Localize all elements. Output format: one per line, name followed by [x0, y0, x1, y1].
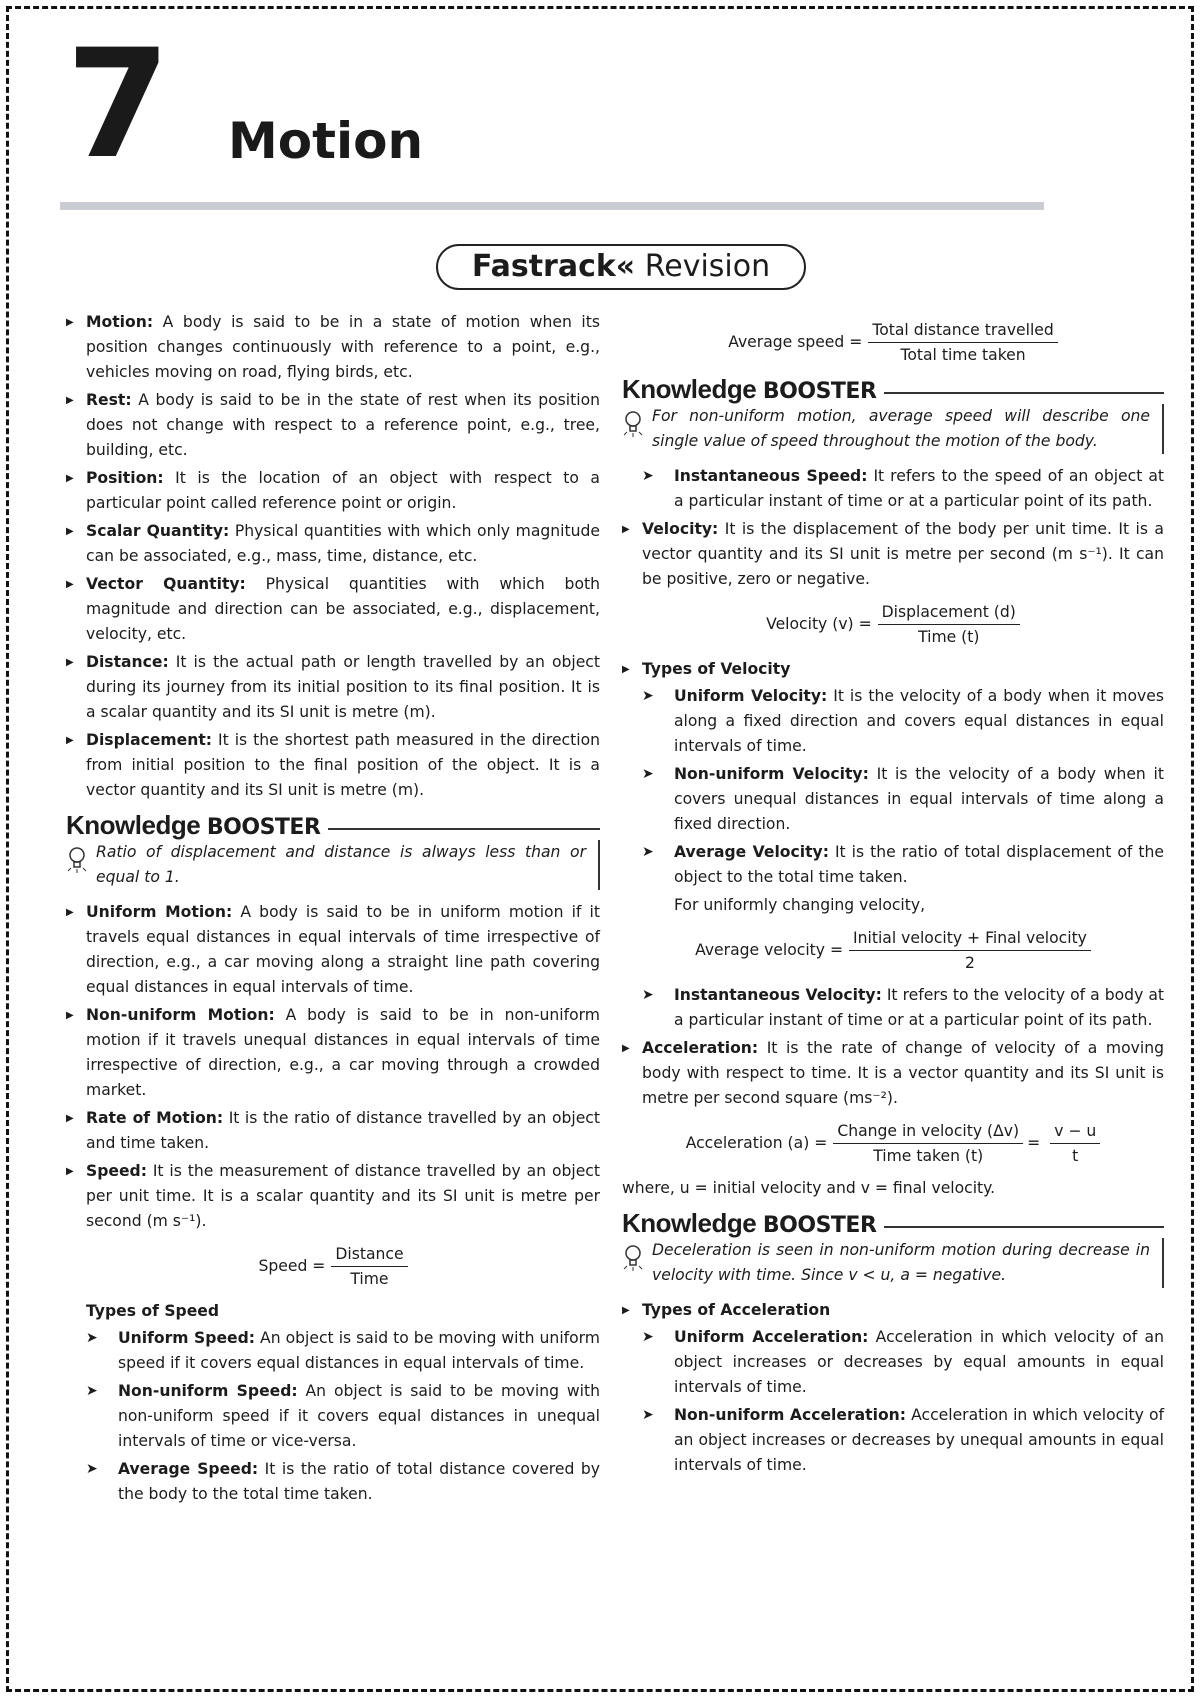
knowledge-booster-title: Knowledge BOOSTER [66, 810, 321, 840]
booster-rule [884, 392, 1164, 394]
chapter-number: 7 [66, 18, 171, 192]
definition-instantaneous-velocity: ➤ Instantaneous Velocity: It refers to the velocity of a body at a particular instant of time or at a particular point of its path. [622, 983, 1164, 1033]
definition-velocity: ▶ Velocity: It is the displacement of the body per unit time. It is a vector quantity and its SI unit is metre per second (m s⁻¹). It can be positive, zero or negative. [622, 517, 1164, 592]
definition-non-uniform-velocity: ➤ Non-uniform Velocity: It is the velocity of a body when it covers unequal distances in equal intervals of time along a fixed direction. [622, 762, 1164, 837]
average-speed-formula: Average speed = $\frac{\text{Total distance travelled}}{\text{Total time taken}}$ [622, 318, 1164, 367]
lightbulb-icon [622, 408, 644, 438]
types-of-speed-heading: Types of Speed [86, 1302, 220, 1320]
velocity-formula: Velocity (v) = $\frac{\text{Displacement (d)}}{\text{Time (t)}}$ [622, 600, 1164, 649]
definition-acceleration: ▶ Acceleration: It is the rate of change of velocity of a moving body with respect to time. It is a vector quantity and its SI unit is metre per second square (ms⁻²). [622, 1036, 1164, 1111]
definition-uniform-speed: ➤ Uniform Speed: An object is said to be moving with uniform speed if it covers equal distances in equal intervals of time. [66, 1326, 600, 1376]
definition-instantaneous-speed: ➤ Instantaneous Speed: It refers to the speed of an object at a particular instant of time or at a particular point of its path. [622, 464, 1164, 514]
chapter-title: Motion [228, 112, 424, 170]
fastrack-revision-badge [436, 244, 806, 290]
badge-bold-text: Fastrack« [471, 249, 636, 284]
average-velocity-formula: Average velocity = $\frac{\text{Initial velocity + Final velocity}}{2}$ [622, 926, 1164, 975]
lightbulb-icon [66, 844, 88, 874]
definition-rest: ▶ Rest: A body is said to be in the state of rest when its position does not change with respect to a reference point, e.g., tree, building, etc. [66, 388, 600, 463]
definition-uniform-acceleration: ➤ Uniform Acceleration: Acceleration in which velocity of an object increases or decreases by equal amounts in equal intervals of time. [622, 1325, 1164, 1400]
acceleration-where-note: where, u = initial velocity and v = final velocity. [622, 1179, 996, 1197]
definition-vector-quantity: ▶ Vector Quantity: Physical quantities with which both magnitude and direction can be associated, e.g., displacement, velocity, etc. [66, 572, 600, 647]
definition-average-speed: ➤ Average Speed: It is the ratio of total distance covered by the body to the total time taken. [66, 1457, 600, 1507]
definition-non-uniform-acceleration: ➤ Non-uniform Acceleration: Acceleration in which velocity of an object increases or decreases by unequal amounts in equal intervals of time. [622, 1403, 1164, 1478]
knowledge-booster-1 [66, 810, 600, 890]
average-velocity-note: For uniformly changing velocity, [674, 896, 926, 914]
left-column [66, 310, 600, 1510]
lightbulb-icon [622, 1242, 644, 1272]
badge-regular-text: Revision [635, 249, 771, 284]
definition-uniform-velocity: ➤ Uniform Velocity: It is the velocity of a body when it moves along a fixed direction and covers equal distances in equal intervals of time. [622, 684, 1164, 759]
booster-rule [884, 1226, 1164, 1228]
knowledge-booster-title: Knowledge BOOSTER [622, 1208, 877, 1238]
speed-formula: Speed = $\frac{\text{Distance}}{\text{Time}}$ [66, 1242, 600, 1291]
definition-scalar-quantity: ▶ Scalar Quantity: Physical quantities with which only magnitude can be associated, e.g., mass, time, distance, etc. [66, 519, 600, 569]
right-column [622, 310, 1164, 1481]
definition-uniform-motion: ▶ Uniform Motion: A body is said to be in uniform motion if it travels equal distances in equal intervals of time irrespective of direction, e.g., a car moving along a straight line path covering equal distances in equal intervals of time. [66, 900, 600, 1000]
booster-text: Deceleration is seen in non-uniform motion during decrease in velocity with time. Since v < u, a = negative. [652, 1241, 1150, 1284]
booster-text: Ratio of displacement and distance is always less than or equal to 1. [96, 843, 586, 886]
types-of-acceleration-heading: ▶ Types of Acceleration [622, 1298, 1164, 1323]
definition-position: ▶ Position: It is the location of an object with respect to a particular point called reference point or origin. [66, 466, 600, 516]
definition-motion: ▶ Motion: A body is said to be in a state of motion when its position changes continuously with reference to a point, e.g., vehicles moving on road, flying birds, etc. [66, 310, 600, 385]
definition-speed: ▶ Speed: It is the measurement of distance travelled by an object per unit time. It is a scalar quantity and its SI unit is metre per second (m s⁻¹). [66, 1159, 600, 1234]
acceleration-formula: Acceleration (a) = $\frac{\text{Change in velocity (Δv)}}{\text{Time taken (t)}}$ = $\frac{v - u}{t}$ [622, 1119, 1164, 1168]
knowledge-booster-title: Knowledge BOOSTER [622, 374, 877, 404]
types-of-velocity-heading: ▶ Types of Velocity [622, 657, 1164, 682]
definition-non-uniform-speed: ➤ Non-uniform Speed: An object is said to be moving with non-uniform speed if it covers equal distances in unequal intervals of time or vice-versa. [66, 1379, 600, 1454]
booster-text: For non-uniform motion, average speed will describe one single value of speed throughout the motion of the body. [652, 407, 1150, 450]
title-divider [60, 202, 1044, 210]
definition-rate-of-motion: ▶ Rate of Motion: It is the ratio of distance travelled by an object and time taken. [66, 1106, 600, 1156]
definition-non-uniform-motion: ▶ Non-uniform Motion: A body is said to be in non-uniform motion if it travels unequal distances in equal intervals of time irrespective of direction, e.g., a car moving through a crowded market. [66, 1003, 600, 1103]
definition-average-velocity: ➤ Average Velocity: It is the ratio of total displacement of the object to the total time taken. [622, 840, 1164, 890]
knowledge-booster-2 [622, 374, 1164, 454]
definition-displacement: ▶ Displacement: It is the shortest path measured in the direction from initial position to the final position of the object. It is a vector quantity and its SI unit is metre (m). [66, 728, 600, 803]
definition-distance: ▶ Distance: It is the actual path or length travelled by an object during its journey from its initial position to its final position. It is a scalar quantity and its SI unit is metre (m). [66, 650, 600, 725]
knowledge-booster-3 [622, 1208, 1164, 1288]
booster-rule [328, 828, 600, 830]
